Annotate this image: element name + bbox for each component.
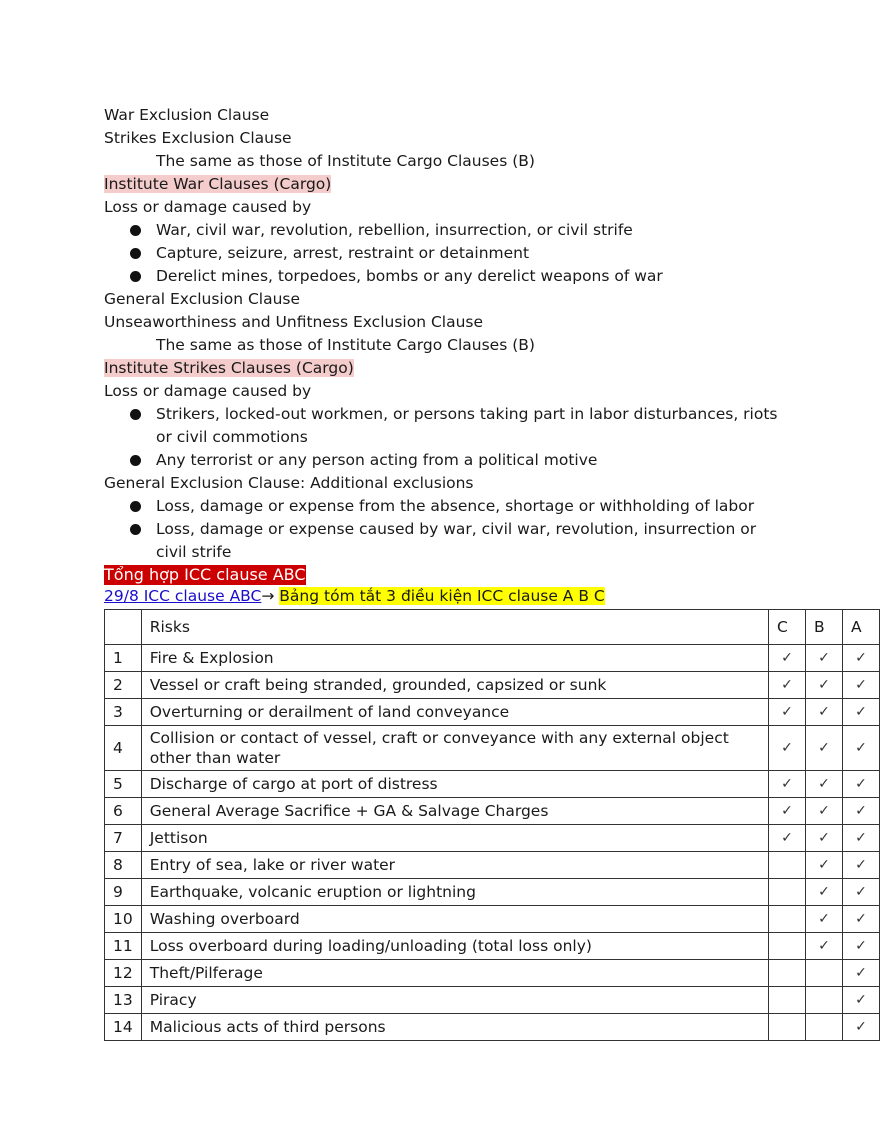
cell-c [769,933,806,960]
cell-a: ✓ [843,960,880,987]
cell-risk: Jettison [141,825,768,852]
cell-b: ✓ [806,771,843,798]
list-item: Derelict mines, torpedoes, bombs or any derelict weapons of war [104,265,880,288]
cell-no: 9 [105,879,142,906]
cell-b [806,1014,843,1041]
list-item: Loss, damage or expense caused by war, civil war, revolution, insurrection or civil strife [104,518,880,564]
bullet-icon [130,524,141,535]
cell-b: ✓ [806,906,843,933]
bullet-icon [130,248,141,259]
cell-c [769,1014,806,1041]
cell-risk: Fire & Explosion [141,645,768,672]
cell-c: ✓ [769,726,806,771]
cell-no: 11 [105,933,142,960]
same-as-b-note: The same as those of Institute Cargo Clauses (B) [156,336,535,354]
cell-b: ✓ [806,672,843,699]
cell-b: ✓ [806,825,843,852]
table-row [105,726,880,771]
cell-c [769,852,806,879]
bullet-icon [130,409,141,420]
header-no [105,610,142,645]
cell-no: 8 [105,852,142,879]
list-item: Strikers, locked-out workmen, or persons taking part in labor disturbances, riots or civil commotions [104,403,880,449]
cell-b: ✓ [806,726,843,771]
cell-a: ✓ [843,906,880,933]
cell-risk: Loss overboard during loading/unloading (total loss only) [141,933,768,960]
cell-b: ✓ [806,699,843,726]
cell-no: 12 [105,960,142,987]
exclusion-bullet-list [104,495,880,564]
strikes-clauses-heading: Institute Strikes Clauses (Cargo) [104,359,354,377]
table-row [105,699,880,726]
cell-no: 7 [105,825,142,852]
cell-risk: Collision or contact of vessel, craft or conveyance with any external object other than water [141,726,768,771]
icc-clause-link[interactable]: 29/8 ICC clause ABC [104,587,262,605]
cell-risk: Vessel or craft being stranded, grounded, capsized or sunk [141,672,768,699]
table-row [105,852,880,879]
cell-b: ✓ [806,933,843,960]
header-c: C [769,610,806,645]
cell-a: ✓ [843,852,880,879]
cell-risk: Malicious acts of third persons [141,1014,768,1041]
table-row [105,906,880,933]
cell-risk: Theft/Pilferage [141,960,768,987]
list-item: Capture, seizure, arrest, restraint or detainment [104,242,880,265]
bullet-icon [130,271,141,282]
cell-a: ✓ [843,699,880,726]
list-item: War, civil war, revolution, rebellion, insurrection, or civil strife [104,219,880,242]
cell-no: 14 [105,1014,142,1041]
strikes-intro: Loss or damage caused by [104,382,312,400]
table-row [105,771,880,798]
cell-c: ✓ [769,645,806,672]
cell-a: ✓ [843,771,880,798]
table-row [105,645,880,672]
cell-no: 13 [105,987,142,1014]
bullet-icon [130,501,141,512]
cell-a: ✓ [843,645,880,672]
cell-b: ✓ [806,852,843,879]
cell-b: ✓ [806,645,843,672]
header-risks: Risks [141,610,768,645]
cell-b [806,987,843,1014]
cell-risk: Discharge of cargo at port of distress [141,771,768,798]
cell-risk: Earthquake, volcanic eruption or lightning [141,879,768,906]
cell-no: 10 [105,906,142,933]
cell-c: ✓ [769,672,806,699]
cell-b: ✓ [806,879,843,906]
cell-c [769,987,806,1014]
war-bullet-list [104,219,880,288]
cell-no: 2 [105,672,142,699]
cell-risk: Entry of sea, lake or river water [141,852,768,879]
cell-b: ✓ [806,798,843,825]
cell-c: ✓ [769,699,806,726]
table-row [105,879,880,906]
list-item: Any terrorist or any person acting from a political motive [104,449,880,472]
document-page [104,104,880,1041]
cell-no: 6 [105,798,142,825]
same-as-b-note: The same as those of Institute Cargo Clauses (B) [156,152,535,170]
strikes-bullet-list [104,403,880,472]
cell-a: ✓ [843,1014,880,1041]
cell-a: ✓ [843,879,880,906]
table-header-row [105,610,880,645]
strikes-exclusion-clause: Strikes Exclusion Clause [104,129,292,147]
cell-a: ✓ [843,987,880,1014]
table-row [105,933,880,960]
cell-no: 1 [105,645,142,672]
table-row [105,825,880,852]
cell-a: ✓ [843,798,880,825]
cell-no: 3 [105,699,142,726]
bullet-icon [130,455,141,466]
summary-highlight: Bảng tóm tắt 3 điều kiện ICC clause A B C [279,587,605,605]
cell-a: ✓ [843,726,880,771]
cell-c: ✓ [769,825,806,852]
table-row [105,1014,880,1041]
war-intro: Loss or damage caused by [104,198,312,216]
cell-risk: Washing overboard [141,906,768,933]
summary-title: Tổng hợp ICC clause ABC [104,565,306,584]
cell-c [769,906,806,933]
bullet-icon [130,225,141,236]
cell-c [769,960,806,987]
arrow-icon: → [261,587,275,605]
cell-risk: General Average Sacrifice + GA & Salvage Charges [141,798,768,825]
cell-risk: Overturning or derailment of land conveyance [141,699,768,726]
unseaworthiness-clause: Unseaworthiness and Unfitness Exclusion Clause [104,313,484,331]
additional-exclusions: General Exclusion Clause: Additional exclusions [104,474,474,492]
icc-risks-table [104,609,880,1041]
war-clauses-heading: Institute War Clauses (Cargo) [104,175,332,193]
cell-a: ✓ [843,933,880,960]
cell-c: ✓ [769,798,806,825]
table-row [105,672,880,699]
cell-no: 4 [105,726,142,771]
war-exclusion-clause: War Exclusion Clause [104,106,270,124]
cell-b [806,960,843,987]
header-a: A [843,610,880,645]
header-b: B [806,610,843,645]
cell-c [769,879,806,906]
general-exclusion-clause: General Exclusion Clause [104,290,301,308]
table-row [105,960,880,987]
cell-a: ✓ [843,672,880,699]
cell-a: ✓ [843,825,880,852]
table-row [105,987,880,1014]
table-row [105,798,880,825]
cell-c: ✓ [769,771,806,798]
cell-risk: Piracy [141,987,768,1014]
list-item: Loss, damage or expense from the absence, shortage or withholding of labor [104,495,880,518]
cell-no: 5 [105,771,142,798]
